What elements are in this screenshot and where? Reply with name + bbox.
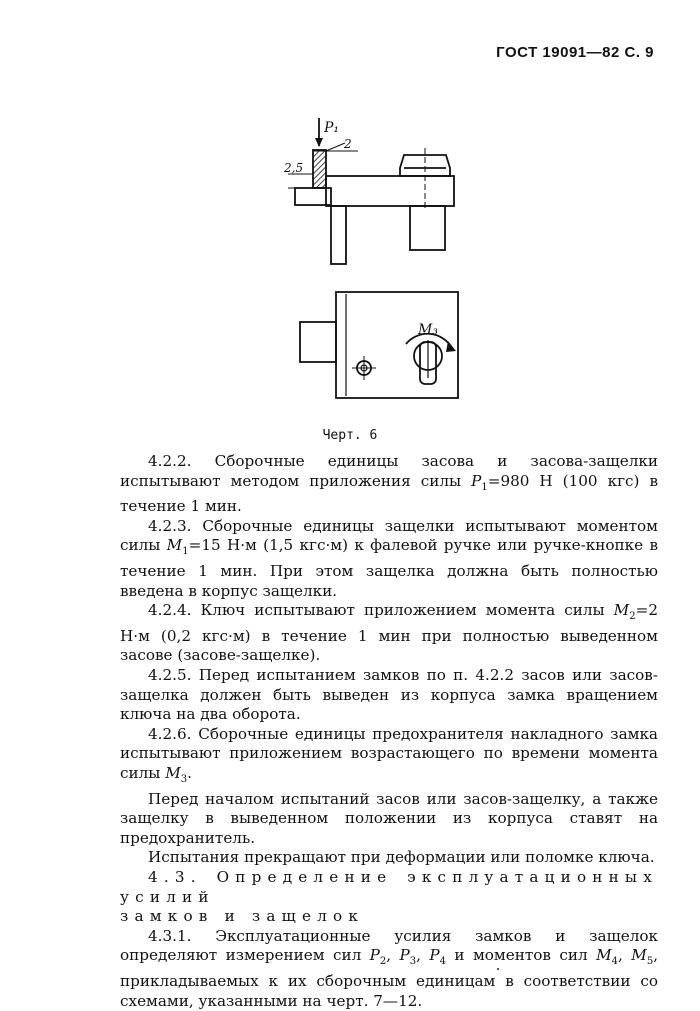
bolt-front: [300, 322, 336, 362]
text-segment: P: [471, 471, 482, 490]
paragraph: [120, 601, 658, 666]
text-segment: 5: [646, 956, 654, 968]
lock-body-lower: [410, 206, 445, 250]
paragraph: [120, 927, 658, 1011]
lock-front-view: [336, 292, 458, 398]
paragraph: [120, 666, 658, 725]
hatched-load-block: [313, 150, 326, 188]
text-segment: M: [613, 601, 630, 620]
text-segment: 4.2.6. Сборочные единицы предохранителя накладного замка испытывают приложением возрастающего по времени момента силы: [120, 724, 658, 782]
text-segment: ,: [416, 946, 430, 965]
text-segment: 2: [379, 956, 387, 968]
speck: [497, 968, 499, 970]
text-segment: Перед началом испытаний засов или засов-защелку, а также защелку в выведенном положении из корпуса ставят на предохранитель.: [120, 789, 658, 847]
face-plate: [331, 206, 346, 264]
text-segment: , прикладываемых к их сборочным единицам в соответствии со схемами, указанными на черт. 7—12.: [120, 946, 659, 1010]
label-2-5: 2,5: [284, 161, 304, 175]
text-segment: =15 Н·м (1,5 кгс·м) к фалевой ручке или ручке-кнопке в течение 1 мин. При этом защелка должна быть полностью введена в корпус защелки.: [120, 536, 658, 600]
paragraph: [120, 452, 658, 517]
text-segment: 4.2.5. Перед испытанием замков по п. 4.2.2 засов или засов-защелка должен быть выведен из корпуса замка вращением ключа на два оборота.: [120, 666, 658, 724]
text-segment: ,: [618, 946, 632, 965]
text-segment: 1: [182, 546, 189, 558]
text-segment: =2 Н·м (0,2 кгс·м) в течение 1 мин при полностью выведенном засове (засове-защелке).: [120, 601, 658, 665]
section-heading-line1: 4.3. Определение эксплуатационных усилий: [120, 868, 658, 906]
text-segment: P: [429, 946, 440, 965]
text-segment: 4.3.1. Эксплуатационные усилия замков и защелок определяют измерением сил: [120, 926, 658, 965]
text-segment: Испытания прекращают при деформации или поломке ключа.: [148, 848, 655, 867]
text-segment: M: [166, 536, 183, 555]
text-segment: P: [399, 946, 410, 965]
text-segment: M: [596, 946, 612, 965]
paragraph: [120, 848, 658, 868]
final-paragraph: [120, 927, 658, 1011]
text-segment: M: [631, 946, 647, 965]
label-p1: P₁: [324, 120, 340, 136]
text-segment: =980 Н (100 кгс) в течение 1 мин.: [120, 471, 658, 516]
section-heading-line2: замков и защелок: [120, 907, 365, 926]
text-segment: 4.2.2. Сборочные единицы засова и засова-защелки испытывают методом приложения силы: [120, 452, 658, 490]
text-segment: 4: [439, 956, 446, 968]
figure-6-drawing: [0, 0, 700, 420]
text-segment: 3: [180, 774, 188, 786]
text-segment: 4.2.4. Ключ испытывают приложением момента силы: [148, 601, 614, 620]
text-segment: .: [187, 764, 192, 782]
paragraph: [120, 517, 658, 601]
label-m3: M₃: [418, 322, 438, 338]
label-2: 2: [344, 137, 352, 151]
text-segment: 4.2.3. Сборочные единицы защелки испытывают моментом силы: [120, 516, 658, 555]
text-segment: 3: [409, 956, 417, 968]
text-segment: P: [369, 946, 380, 965]
lock-body-top: [326, 176, 454, 206]
text-segment: и моментов сил: [446, 946, 597, 965]
text-segment: 1: [481, 481, 488, 493]
text-segment: ,: [386, 946, 400, 965]
paragraph: [120, 725, 658, 790]
text-segment: M: [165, 764, 181, 782]
paragraph: [120, 790, 658, 849]
figure-caption: Черт. 6: [322, 428, 378, 443]
paragraphs: [120, 452, 658, 868]
body-text: [120, 452, 658, 1011]
text-segment: 4: [611, 956, 618, 968]
text-segment: 2: [629, 611, 636, 623]
page-header: ГОСТ 19091—82 С. 9: [496, 44, 654, 61]
